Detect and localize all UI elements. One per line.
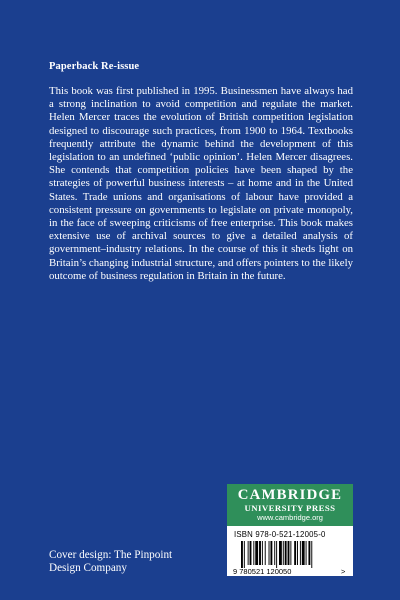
book-description: This book was first published in 1995. Businessmen have always had a strong inclination to avoid competition and regulate the market. Helen Mercer traces the evolution of British competition legislation designed to discourage such practices, from 1900 to 1964. Textbooks frequently attribute the dynamic behind the development of this legislation to an undefined ‘public opinion’. Helen Mercer disagrees. She contends that competition policies have been shaped by the strategies of powerful business interests – at home and in the United States. Trade unions and organisations of labour have provided a consistent pressure on governments to legislate on private monopoly, in the face of sweeping criticisms of free enterprise. This book makes extensive use of archival sources to give a detailed analysis of government–industry relations. In the course of this it sheds light on Britain’s changing industrial structure, and offers pointers to the likely outcome of business regulation in Britain in the future. — [49, 85, 353, 282]
publisher-subtitle: UNIVERSITY PRESS — [244, 503, 336, 513]
reissue-heading: Paperback Re-issue — [49, 61, 140, 72]
cover-design-credit: Cover design: The Pinpoint Design Company — [49, 549, 173, 574]
barcode-box — [227, 526, 353, 576]
barcode-digits: 9 780521 120050 — [233, 567, 292, 575]
publisher-name: CAMBRIDGE — [237, 487, 343, 503]
isbn-label: ISBN 978-0-521-12005-0 — [234, 530, 326, 539]
barcode-graphic — [233, 541, 347, 575]
barcode-arrow: > — [341, 567, 346, 575]
barcode-bars — [241, 541, 312, 568]
publisher-url: www.cambridge.org — [257, 513, 323, 522]
publisher-logo-box — [227, 484, 353, 526]
